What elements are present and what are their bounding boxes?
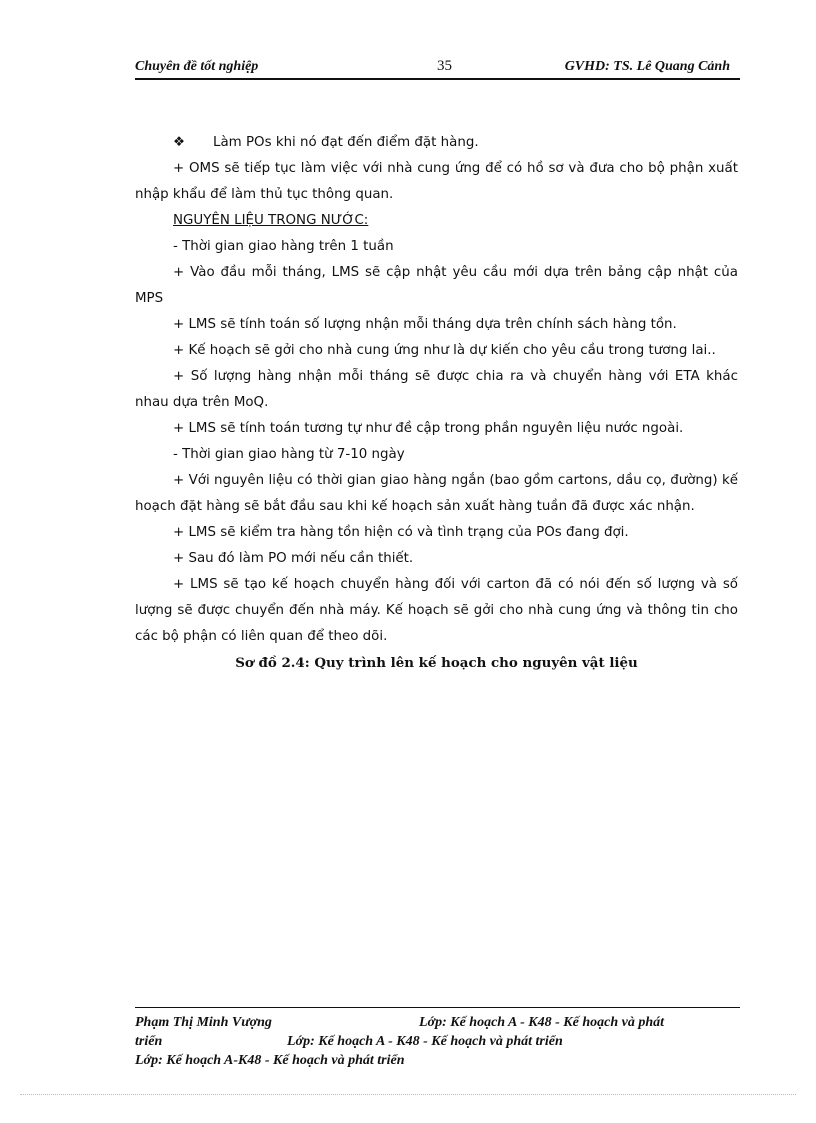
diamond-bullet-icon: ❖ [173, 135, 186, 150]
paragraph: + Kế hoạch sẽ gởi cho nhà cung ứng như là dự kiến cho yêu cầu trong tương lai.. [173, 343, 716, 358]
paragraph: + Vào đầu mỗi tháng, LMS sẽ cập nhật yêu cầu mới dựa trên bảng cập nhật của MPS [135, 265, 738, 306]
paragraph: + OMS sẽ tiếp tục làm việc với nhà cung ứng để có hồ sơ và đưa cho bộ phận xuất nhập khẩu để làm thủ tục thông quan. [135, 161, 738, 202]
paragraph: + LMS sẽ tạo kế hoạch chuyển hàng đối với carton đã có nói đến số lượng và số lượng sẽ được chuyển đến nhà máy. Kế hoạch sẽ gởi cho nhà cung ứng và thông tin cho các bộ phận có liên quan để theo dõi. [135, 577, 738, 644]
page-header [135, 58, 740, 80]
footer-class-line2: Lớp: Kế hoạch A - K48 - Kế hoạch và phát triển [287, 1034, 563, 1049]
paragraph: + Với nguyên liệu có thời gian giao hàng ngắn (bao gồm cartons, dầu cọ, đường) kế hoạch đặt hàng sẽ bắt đầu sau khi kế hoạch sản xuất hàng tuần đã được xác nhận. [135, 473, 738, 514]
paragraph: + LMS sẽ tính toán tương tự như đề cập trong phần nguyên liệu nước ngoài. [173, 421, 684, 436]
paragraph: + Số lượng hàng nhận mỗi tháng sẽ được chia ra và chuyển hàng với ETA khác nhau dựa trên MoQ. [135, 369, 738, 410]
paragraph: - Thời gian giao hàng trên 1 tuần [173, 239, 394, 254]
header-thesis-title: Chuyên đề tốt nghiệp [135, 59, 259, 74]
figure-caption: Sơ đồ 2.4: Quy trình lên kế hoạch cho nguyên vật liệu [235, 655, 638, 671]
page-footer [135, 1007, 740, 1070]
bullet-item [135, 130, 738, 156]
paragraph: + LMS sẽ kiểm tra hàng tồn hiện có và tình trạng của POs đang đợi. [173, 525, 629, 540]
footer-author: Phạm Thị Minh Vượng [135, 1015, 272, 1030]
bullet-text: Làm POs khi nó đạt đến điểm đặt hàng. [213, 135, 479, 150]
page-bottom-divider [20, 1094, 796, 1095]
section-heading: NGUYÊN LIỆU TRONG NƯỚC: [173, 213, 369, 228]
footer-class-line3: Lớp: Kế hoạch A-K48 - Kế hoạch và phát triển [135, 1053, 405, 1068]
paragraph: + LMS sẽ tính toán số lượng nhận mỗi tháng dựa trên chính sách hàng tồn. [173, 317, 677, 332]
footer-line2-start: triển [135, 1034, 163, 1049]
page-body [135, 130, 738, 676]
header-advisor: GVHD: TS. Lê Quang Cảnh [564, 59, 730, 74]
footer-class-line1: Lớp: Kế hoạch A - K48 - Kế hoạch và phát [419, 1015, 664, 1030]
paragraph: - Thời gian giao hàng từ 7-10 ngày [173, 447, 405, 462]
paragraph: + Sau đó làm PO mới nếu cần thiết. [173, 551, 414, 566]
page-number: 35 [437, 58, 452, 74]
